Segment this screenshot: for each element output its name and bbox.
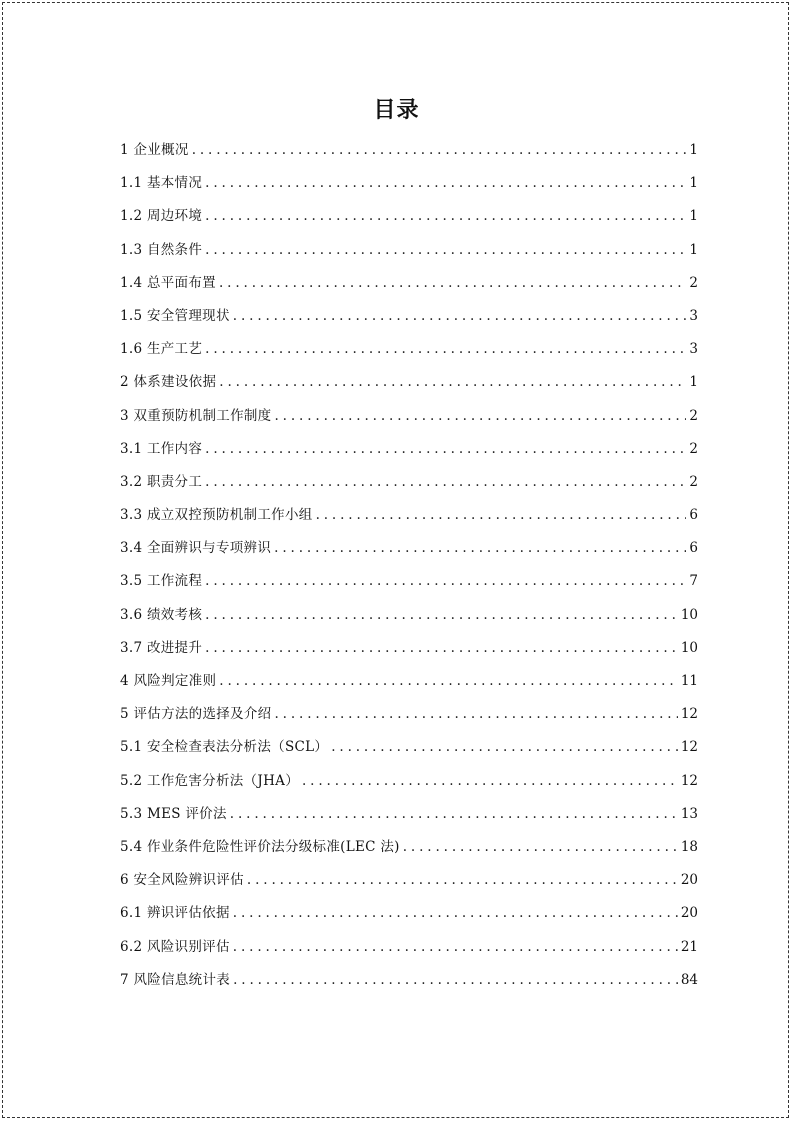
- toc-entry-label: 3.2 职责分工: [120, 473, 203, 490]
- toc-entry[interactable]: [120, 134, 698, 167]
- toc-dot-leader: [302, 765, 678, 798]
- toc-entry-page-number: 13: [680, 805, 698, 822]
- toc-dot-leader: [316, 499, 687, 532]
- toc-entry-page-number: 11: [680, 673, 698, 689]
- toc-entry-label: 1.5 安全管理现状: [120, 307, 230, 324]
- toc-entry-page-number: 21: [680, 938, 698, 955]
- toc-entry[interactable]: [120, 267, 698, 300]
- toc-entry-label: 1.6 生产工艺: [120, 341, 203, 358]
- toc-entry[interactable]: [120, 333, 698, 366]
- toc-entry-label: 6.2 风险识别评估: [120, 938, 230, 955]
- toc-dot-leader: [331, 731, 678, 764]
- toc-entry-page-number: 18: [680, 838, 698, 855]
- toc-entry-page-number: 7: [689, 573, 698, 590]
- toc-entry-label: 3.3 成立双控预防机制工作小组: [120, 507, 313, 524]
- toc-entry[interactable]: [120, 167, 698, 200]
- toc-entry[interactable]: [120, 698, 698, 731]
- toc-dot-leader: [274, 400, 686, 433]
- toc-entry-label: 3.5 工作流程: [120, 573, 203, 590]
- toc-dot-leader: [233, 931, 678, 964]
- table-of-contents: [120, 134, 698, 997]
- toc-entry-page-number: 6: [689, 507, 698, 524]
- toc-entry-page-number: 1: [689, 142, 698, 158]
- toc-entry[interactable]: [120, 931, 698, 964]
- toc-entry-label: 5.4 作业条件危险性评价法分级标准(LEC 法): [120, 838, 400, 855]
- toc-entry-label: 1.4 总平面布置: [120, 274, 216, 291]
- toc-entry-label: 4 风险判定准则: [120, 673, 217, 689]
- toc-dot-leader: [205, 167, 686, 200]
- toc-entry[interactable]: [120, 864, 698, 897]
- toc-entry-label: 5.2 工作危害分析法（JHA）: [120, 772, 299, 789]
- toc-entry-page-number: 20: [680, 872, 698, 889]
- toc-entry-page-number: 1: [689, 175, 698, 192]
- toc-entry-label: 1.1 基本情况: [120, 175, 203, 192]
- toc-dot-leader: [233, 300, 687, 333]
- toc-entry-label: 6 安全风险辨识评估: [120, 872, 244, 889]
- toc-dot-leader: [274, 532, 686, 565]
- toc-entry-page-number: 3: [689, 307, 698, 324]
- toc-dot-leader: [403, 831, 678, 864]
- toc-entry[interactable]: [120, 964, 698, 997]
- toc-entry[interactable]: [120, 200, 698, 233]
- toc-entry-page-number: 1: [689, 208, 698, 225]
- toc-entry-page-number: 12: [680, 739, 698, 756]
- toc-entry-page-number: 12: [680, 706, 698, 723]
- toc-entry-label: 5.1 安全检查表法分析法（SCL）: [120, 739, 329, 756]
- toc-entry-label: 5 评估方法的选择及介绍: [120, 706, 272, 723]
- toc-entry-page-number: 84: [680, 971, 698, 988]
- toc-entry-page-number: 1: [689, 374, 698, 391]
- toc-entry-page-number: 10: [680, 639, 698, 656]
- toc-entry[interactable]: [120, 499, 698, 532]
- toc-entry[interactable]: [120, 897, 698, 930]
- toc-entry-page-number: 1: [689, 241, 698, 258]
- toc-dot-leader: [219, 366, 686, 399]
- toc-entry-label: 3 双重预防机制工作制度: [120, 407, 272, 424]
- toc-entry-label: 7 风险信息统计表: [120, 971, 231, 988]
- toc-entry-page-number: 2: [689, 440, 698, 457]
- toc-entry[interactable]: [120, 765, 698, 798]
- toc-dot-leader: [205, 466, 686, 499]
- toc-entry-label: 5.3 MES 评价法: [120, 805, 227, 822]
- toc-dot-leader: [247, 864, 678, 897]
- toc-entry-label: 3.1 工作内容: [120, 440, 203, 457]
- toc-entry[interactable]: [120, 400, 698, 433]
- toc-entry-page-number: 3: [689, 341, 698, 358]
- toc-entry-label: 1.2 周边环境: [120, 208, 203, 225]
- toc-entry-page-number: 20: [680, 905, 698, 922]
- toc-dot-leader: [219, 665, 678, 698]
- toc-entry-label: 3.6 绩效考核: [120, 606, 203, 623]
- toc-entry-page-number: 12: [680, 772, 698, 789]
- toc-entry[interactable]: [120, 366, 698, 399]
- toc-dot-leader: [205, 234, 686, 267]
- toc-entry[interactable]: [120, 665, 698, 698]
- toc-dot-leader: [233, 964, 678, 997]
- toc-entry-label: 1 企业概况: [120, 142, 189, 158]
- toc-dot-leader: [205, 200, 686, 233]
- toc-dot-leader: [205, 565, 686, 598]
- toc-entry[interactable]: [120, 599, 698, 632]
- toc-entry[interactable]: [120, 300, 698, 333]
- toc-dot-leader: [274, 698, 677, 731]
- toc-dot-leader: [205, 433, 686, 466]
- toc-entry-page-number: 2: [689, 473, 698, 490]
- toc-entry[interactable]: [120, 632, 698, 665]
- toc-entry[interactable]: [120, 433, 698, 466]
- toc-entry[interactable]: [120, 565, 698, 598]
- toc-entry-page-number: 2: [689, 274, 698, 291]
- toc-entry-page-number: 2: [689, 407, 698, 424]
- toc-dot-leader: [205, 333, 686, 366]
- toc-entry[interactable]: [120, 831, 698, 864]
- toc-entry-label: 6.1 辨识评估依据: [120, 905, 230, 922]
- toc-dot-leader: [192, 134, 687, 167]
- toc-entry-page-number: 6: [689, 540, 698, 557]
- toc-dot-leader: [230, 798, 678, 831]
- page-title: 目录: [373, 98, 420, 123]
- toc-entry-label: 3.7 改进提升: [120, 639, 203, 656]
- toc-entry-label: 3.4 全面辨识与专项辨识: [120, 540, 272, 557]
- toc-entry[interactable]: [120, 466, 698, 499]
- toc-entry-label: 1.3 自然条件: [120, 241, 203, 258]
- toc-dot-leader: [219, 267, 686, 300]
- toc-entry-label: 2 体系建设依据: [120, 374, 217, 391]
- toc-entry[interactable]: [120, 532, 698, 565]
- toc-dot-leader: [233, 897, 678, 930]
- toc-entry[interactable]: [120, 731, 698, 764]
- toc-dot-leader: [205, 632, 678, 665]
- toc-entry[interactable]: [120, 798, 698, 831]
- toc-entry-page-number: 10: [680, 606, 698, 623]
- toc-dot-leader: [205, 599, 678, 632]
- toc-entry[interactable]: [120, 234, 698, 267]
